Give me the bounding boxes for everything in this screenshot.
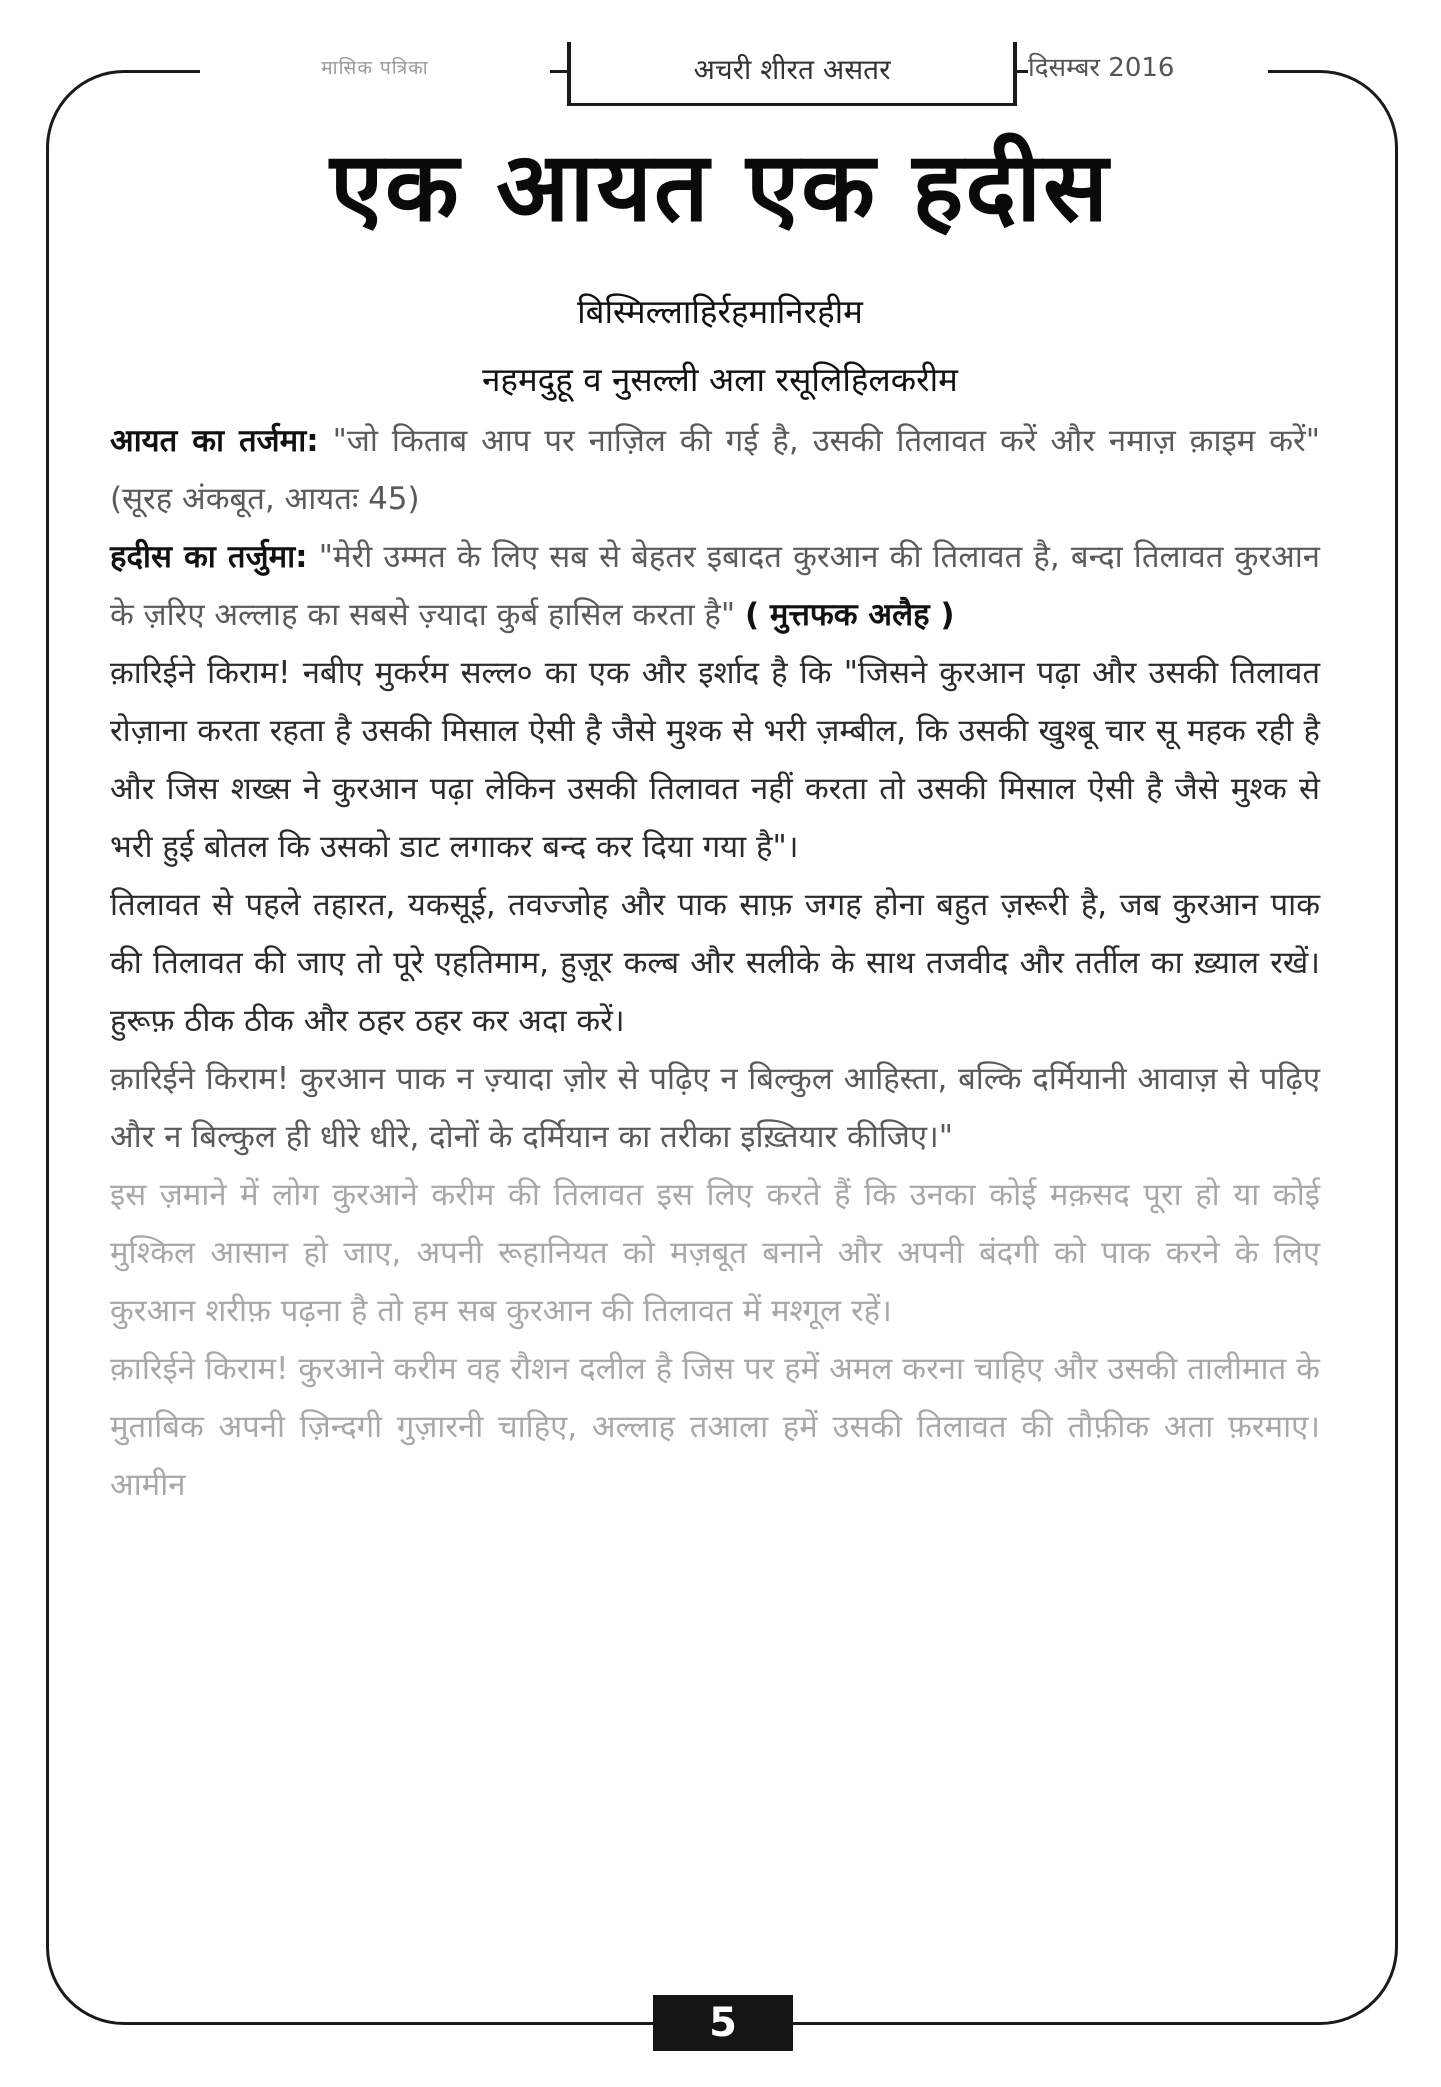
- page-title: एक आयत एक हदीस: [329, 131, 1111, 243]
- paragraph: इस ज़माने में लोग कुरआने करीम की तिलावत इस लिए करते हैं कि उनका कोई मक़सद पूरा हो या कोई मुश्किल आसान हो जाए, अपनी रूहानियत को मज़बूत बनाने और अपनी बंदगी को पाक करने के लिए कुरआन शरीफ़ पढ़ना है तो हम सब कुरआन की तिलावत में मश्गूल रहें।: [110, 1177, 1320, 1329]
- page-number: 5: [653, 1995, 793, 2051]
- hadees-reference: ( मुत्तफक अलैह ): [744, 597, 955, 633]
- hadees-label: हदीस का तर्जुमा:: [110, 539, 308, 575]
- ayat-block: [110, 412, 1320, 528]
- header-date: दिसम्बर 2016: [1028, 48, 1268, 88]
- bismillah-line: बिस्मिल्लाहिर्रहमानिरहीम: [577, 292, 863, 331]
- paragraph: क़ारिईने किराम! कुरआने करीम वह रौशन दलील है जिस पर हमें अमल करना चाहिए और उसकी तालीमात के मुताबिक अपनी ज़िन्दगी गुज़ारनी चाहिए, अल्लाह तआला हमें उसकी तिलावत की तौफ़ीक अता फ़रमाए। आमीन: [110, 1351, 1320, 1503]
- hadees-block: [110, 528, 1320, 644]
- header-section-title: अचरी शीरत असतर: [693, 53, 891, 86]
- paragraph: तिलावत से पहले तहारत, यकसूई, तवज्जोह और पाक साफ़ जगह होना बहुत ज़रूरी है, जब कुरआन पाक की तिलावत की जाए तो पूरे एहतिमाम, हुज़ूर कल्ब और सलीके के साथ तजवीद और तर्तील का ख़्याल रखें। हुरूफ़ ठीक ठीक और ठहर ठहर कर अदा करें।: [110, 887, 1321, 1039]
- header-magazine-name: मासिक पत्रिका: [200, 48, 550, 88]
- ayat-text: "जो किताब आप पर नाज़िल की गई है, उसकी तिलावत करें और नमाज़ क़ाइम करें" (सूरह अंकबूत, आयतः 45): [110, 423, 1320, 517]
- article-body: [110, 412, 1320, 1514]
- durood-line: नहमदुहू व नुसल्ली अला रसूलिहिलकरीम: [482, 360, 958, 399]
- paragraph: क़ारिईने किराम! नबीए मुकर्रम सल्ल० का एक और इर्शाद है कि "जिसने कुरआन पढ़ा और उसकी तिलावत रोज़ाना करता रहता है उसकी मिसाल ऐसी है जैसे मुश्क से भरी ज़म्बील, कि उसकी खुश्बू चार सू महक रही है और जिस शख्स ने कुरआन पढ़ा लेकिन उसकी तिलावत नहीं करता तो उसकी मिसाल ऐसी है जैसे मुश्क से भरी हुई बोतल कि उसको डाट लगाकर बन्द कर दिया गया है"।: [110, 655, 1320, 865]
- hadees-text: "मेरी उम्मत के लिए सब से बेहतर इबादत कुरआन की तिलावत है, बन्दा तिलावत कुरआन के ज़रिए अल्लाह का सबसे ज़्यादा कुर्ब हासिल करता है": [110, 539, 1320, 633]
- ayat-label: आयत का तर्जमा:: [110, 423, 319, 459]
- paragraph: क़ारिईने किराम! कुरआन पाक न ज़्यादा ज़ोर से पढ़िए न बिल्कुल आहिस्ता, बल्कि दर्मियानी आवाज़ से पढ़िए और न बिल्कुल ही धीरे धीरे, दोनों के दर्मियान का तरीका इख़्तियार कीजिए।": [110, 1061, 1320, 1155]
- header-section-box: [567, 42, 1017, 106]
